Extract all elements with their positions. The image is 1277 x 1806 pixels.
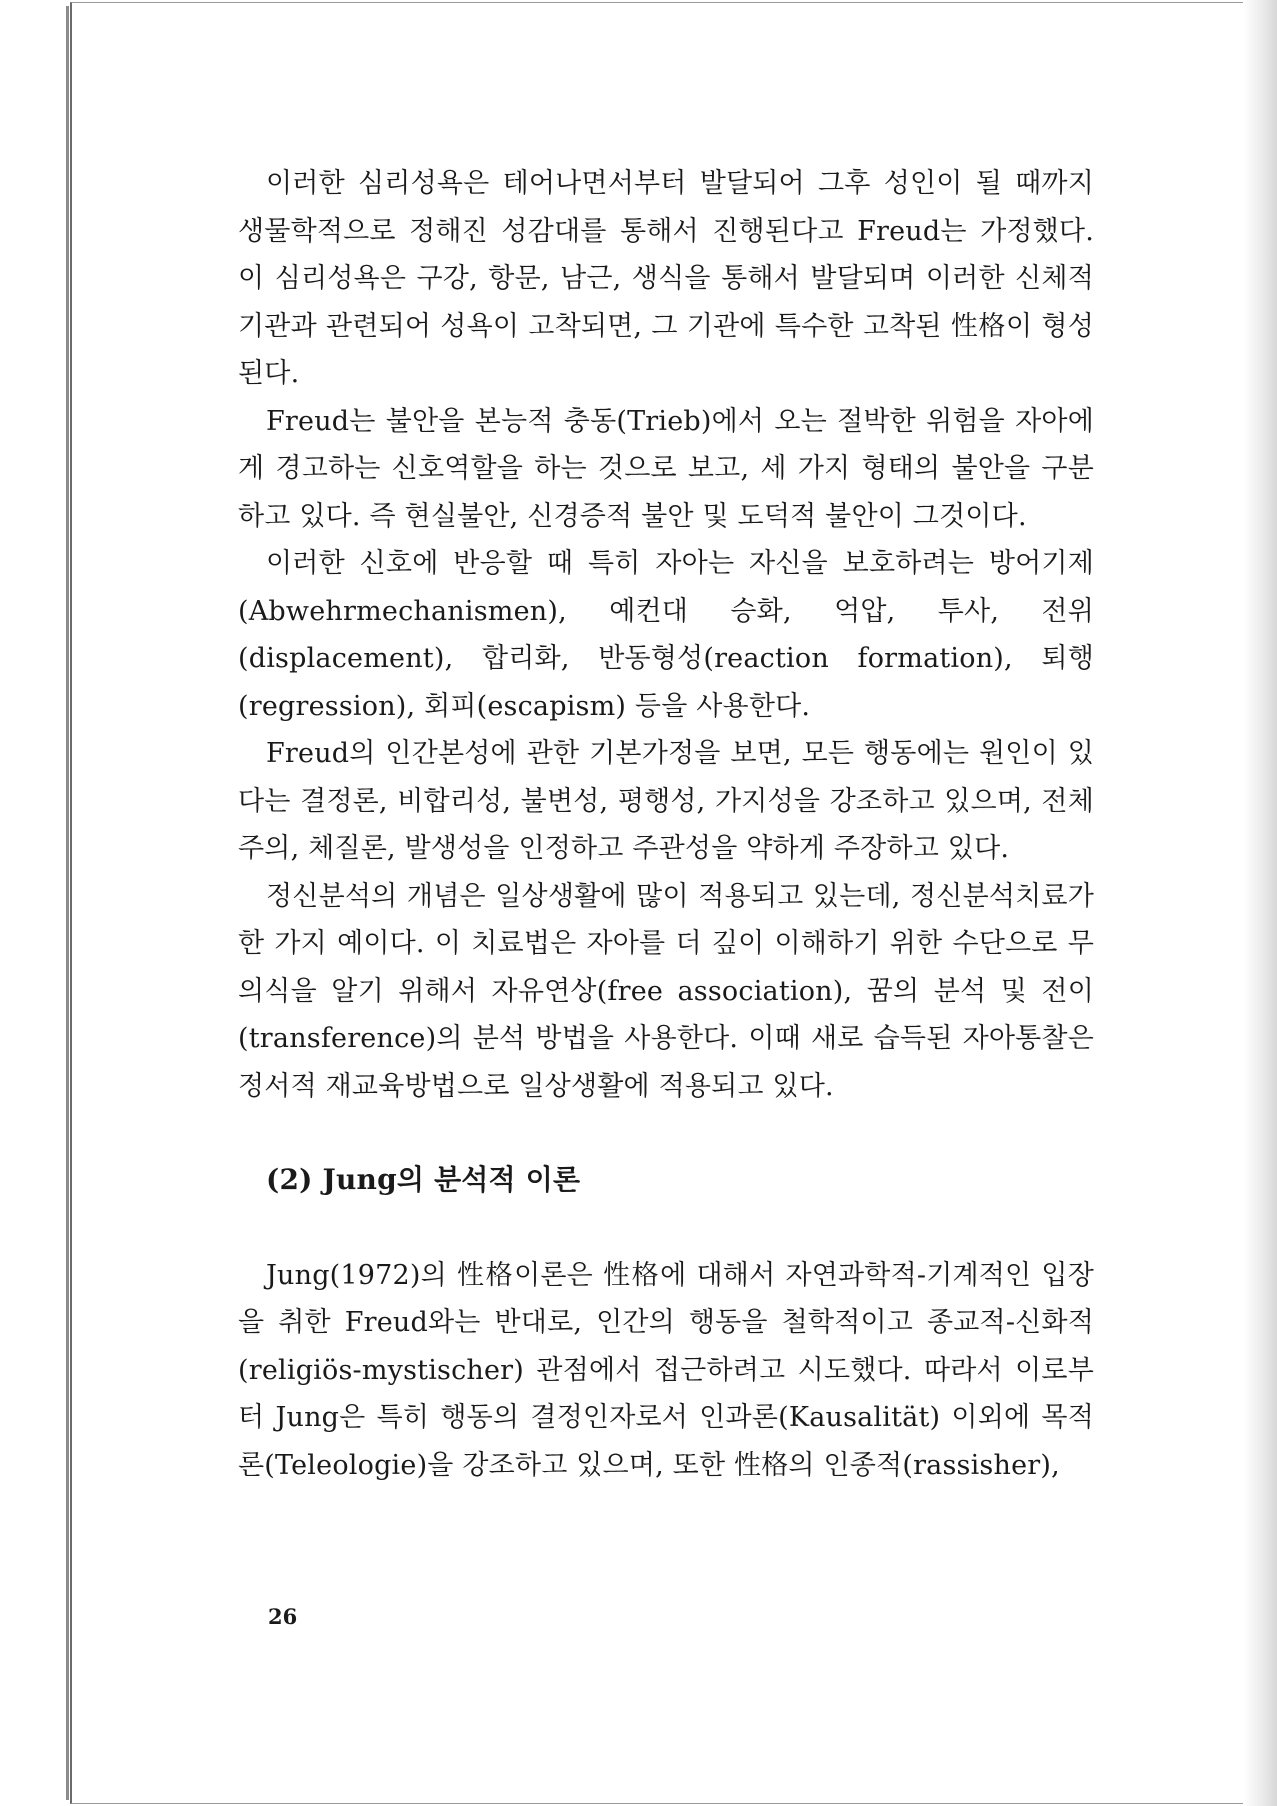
body-text — [238, 160, 1094, 1489]
paragraph: 이러한 신호에 반응할 때 특히 자아는 자신을 보호하려는 방어기제(Abwehrmechanismen), 예컨대 승화, 억압, 투사, 전위(displacement), 합리화, 반동형성(reaction formation), 퇴행(regression), 회피(escapism) 등을 사용한다. — [238, 548, 1094, 722]
section-heading: (2) Jung의 분석적 이론 — [266, 1163, 581, 1196]
page-number: 26 — [268, 1604, 298, 1629]
spacer — [238, 1110, 1094, 1156]
paragraph: 이러한 심리성욕은 테어나면서부터 발달되어 그후 성인이 될 때까지 생물학적으로 정해진 성감대를 통해서 진행된다고 Freud는 가정했다. 이 심리성욕은 구강, 항문, 남근, 생식을 통해서 발달되며 이러한 신체적 기관과 관련되어 성욕이 고착되면, 그 기관에 특수한 고착된 性格이 형성된다. — [238, 168, 1094, 389]
paragraph: 정신분석의 개념은 일상생활에 많이 적용되고 있는데, 정신분석치료가 한 가지 예이다. 이 치료법은 자아를 더 깊이 이해하기 위한 수단으로 무의식을 알기 위해서 자유연상(free association), 꿈의 분석 및 전이(transference)의 분석 방법을 사용한다. 이때 새로 습득된 자아통찰은 정서적 재교육방법으로 일상생활에 적용되고 있다. — [238, 880, 1094, 1102]
spacer — [238, 1204, 1094, 1252]
page-curl-shadow — [1243, 0, 1277, 1806]
page-edge-shadow — [66, 6, 69, 1800]
paragraph: Freud는 불안을 본능적 충동(Trieb)에서 오는 절박한 위험을 자아에게 경고하는 신호역할을 하는 것으로 보고, 세 가지 형태의 불안을 구분하고 있다. 즉 현실불안, 신경증적 불안 및 도덕적 불안이 그것이다. — [238, 405, 1094, 532]
paragraph: Freud의 인간본성에 관한 기본가정을 보면, 모든 행동에는 원인이 있다는 결정론, 비합리성, 불변성, 평행성, 가지성을 강조하고 있으며, 전체주의, 체질론, 발생성을 인정하고 주관성을 약하게 주장하고 있다. — [238, 738, 1094, 864]
paragraph: Jung(1972)의 性格이론은 性格에 대해서 자연과학적-기계적인 입장을 취한 Freud와는 반대로, 인간의 행동을 철학적이고 종교적-신화적(religiös-mystischer) 관점에서 접근하려고 시도했다. 따라서 이로부터 Jung은 특히 행동의 결정인자로서 인과론(Kausalität) 이외에 목적론(Teleologie)을 강조하고 있으며, 또한 性格의 인종적(rassisher), — [238, 1259, 1094, 1481]
